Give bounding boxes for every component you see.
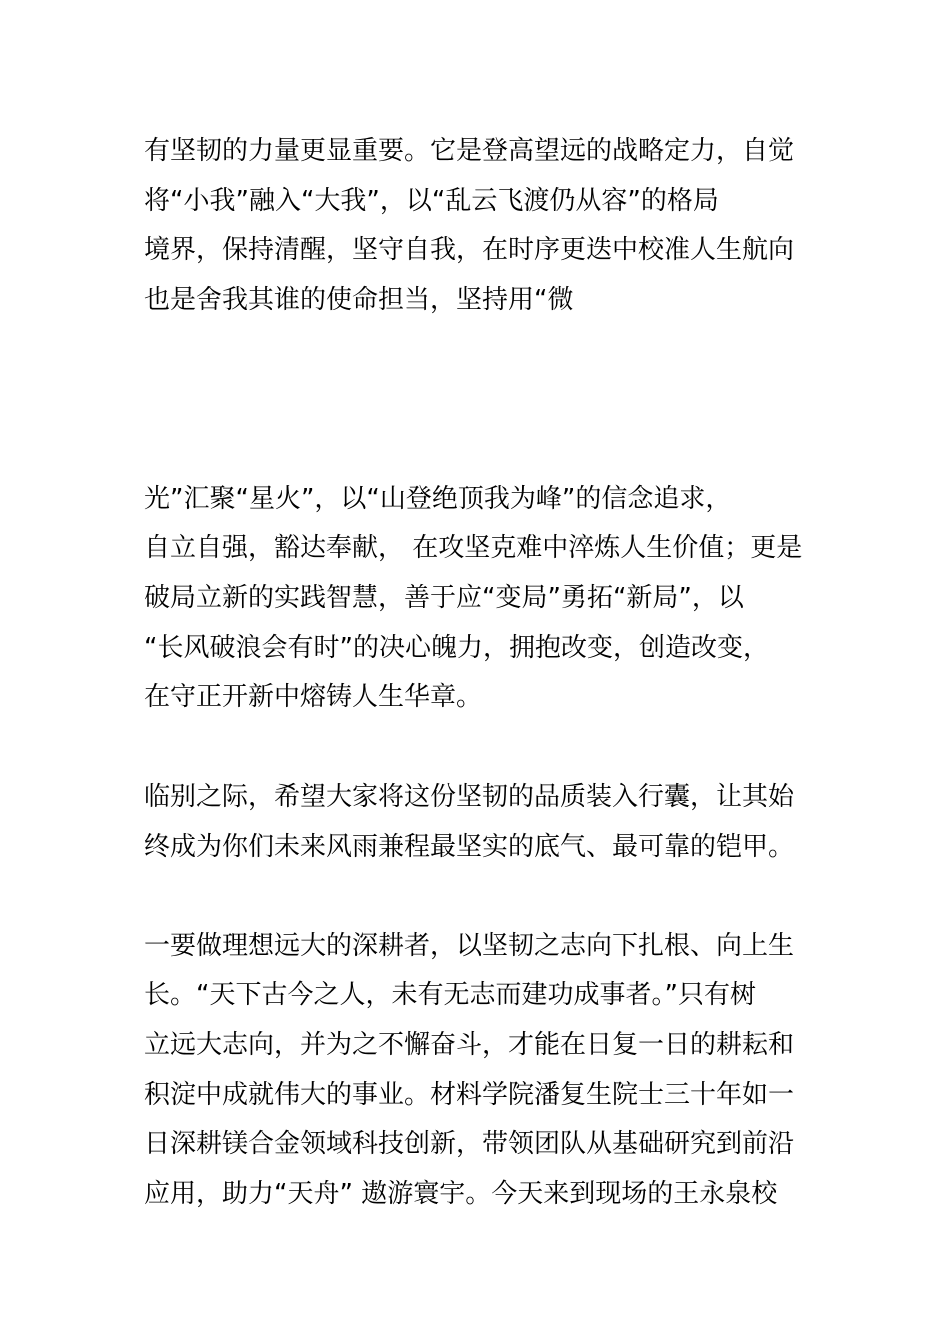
text-line: 境界，保持清醒，坚守自我，在时序更迭中校准人生航向 <box>144 235 795 265</box>
text-line: 应用，助力“天舟” 遨游寰宇。今天来到现场的王永泉校 <box>144 1179 778 1209</box>
text-line: 破局立新的实践智慧，善于应“变局”勇拓“新局”，以 <box>144 583 744 613</box>
text-line: 终成为你们未来风雨兼程最坚实的底气、最可靠的铠甲。 <box>144 832 795 862</box>
text-line: 将“小我”融入“大我”，以“乱云飞渡仍从容”的格局 <box>144 186 719 216</box>
text-line: 自立自强，豁达奉献， 在攻坚克难中淬炼人生价值；更是 <box>144 533 803 563</box>
text-line: 光”汇聚“星火”，以“山登绝顶我为峰”的信念追求， <box>144 484 732 514</box>
text-line: 积淀中成就伟大的事业。材料学院潘复生院士三十年如一 <box>144 1080 795 1110</box>
text-line: 长。“天下古今之人，未有无志而建功成事者。”只有树 <box>144 980 756 1010</box>
text-line: 也是舍我其谁的使命担当，坚持用“微 <box>144 285 574 315</box>
text-line: “长风破浪会有时”的决心魄力，拥抱改变，创造改变， <box>144 633 769 663</box>
text-line: 一要做理想远大的深耕者，以坚韧之志向下扎根、向上生 <box>144 931 795 961</box>
text-line: 在守正开新中熔铸人生华章。 <box>144 682 483 712</box>
text-line: 有坚韧的力量更显重要。它是登高望远的战略定力，自觉 <box>144 136 795 166</box>
text-line: 立远大志向，并为之不懈奋斗，才能在日复一日的耕耘和 <box>144 1030 795 1060</box>
text-line: 临别之际，希望大家将这份坚韧的品质装入行囊，让其始 <box>144 782 795 812</box>
text-line: 日深耕镁合金领域科技创新，带领团队从基础研究到前沿 <box>144 1129 795 1159</box>
